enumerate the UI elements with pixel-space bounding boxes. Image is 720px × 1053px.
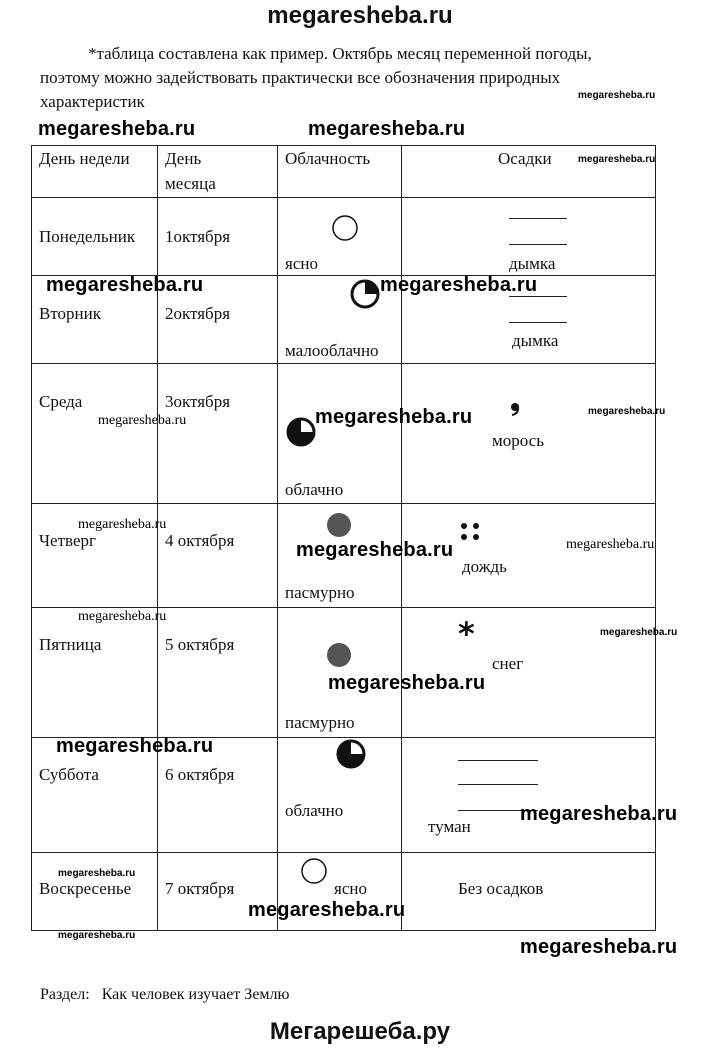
watermark: megaresheba.ru [296, 539, 454, 561]
table-row: Понедельник 1октября ясно дымка [32, 198, 656, 276]
clear-sky-icon [331, 214, 359, 242]
clear-sky-icon [300, 857, 328, 885]
table-row: Пятница 5 октября пасмурно * снег [32, 608, 656, 738]
rain-icon [459, 521, 483, 543]
watermark: megaresheba.ru [520, 936, 678, 958]
watermark: megaresheba.ru [588, 406, 666, 417]
section-label: Раздел: [40, 986, 90, 1003]
header-cloud: Облачность [278, 146, 402, 198]
watermark: megaresheba.ru [78, 517, 167, 532]
watermark: megaresheba.ru [600, 627, 678, 638]
table-header-row [32, 146, 656, 198]
watermark: megaresheba.ru [578, 154, 656, 165]
watermark: megaresheba.ru [78, 609, 167, 624]
table-row: Среда 3октября облачно морось [32, 364, 656, 504]
intro-line-1: *таблица составлена как пример. Октябрь месяц переменной погоды, [88, 44, 592, 63]
watermark: megaresheba.ru [380, 274, 538, 296]
watermark: megaresheba.ru [328, 672, 486, 694]
cloudy-icon [285, 416, 317, 448]
site-title: megaresheba.ru [267, 2, 453, 29]
watermark: megaresheba.ru [308, 118, 466, 140]
watermark: megaresheba.ru [56, 735, 214, 757]
watermark: megaresheba.ru [58, 868, 136, 879]
header-date: День месяца [158, 146, 278, 198]
table-row: Воскресенье 7 октября ясно Без осадков [32, 853, 656, 931]
header-day: День недели [32, 146, 158, 198]
partly-cloudy-icon [349, 278, 381, 310]
table-row: Четверг 4 октября пасмурно дождь [32, 504, 656, 608]
watermark: megaresheba.ru [520, 803, 678, 825]
table-row: Суббота 6 октября облачно туман [32, 738, 656, 853]
intro-paragraph [40, 42, 692, 114]
cloudy-icon [335, 738, 367, 770]
watermark: megaresheba.ru [46, 274, 204, 296]
footer-brand: Мегарешеба.ру [269, 1018, 451, 1045]
table-row: Вторник 2октября малооблачно дымка [32, 276, 656, 364]
section-value: Как человек изучает Землю [101, 986, 290, 1003]
watermark: megaresheba.ru [98, 413, 187, 428]
intro-line-2: поэтому можно задействовать практически все обозначения природных [40, 68, 561, 87]
snow-icon: * [458, 615, 475, 653]
watermark: megaresheba.ru [38, 118, 196, 140]
watermark: megaresheba.ru [578, 90, 656, 101]
overcast-icon [326, 642, 352, 668]
drizzle-icon [508, 402, 522, 416]
watermark: megaresheba.ru [58, 930, 136, 941]
watermark: megaresheba.ru [315, 406, 473, 428]
header-precip: Осадки [402, 146, 656, 198]
watermark: megaresheba.ru [566, 537, 655, 552]
overcast-icon [326, 512, 352, 538]
watermark: megaresheba.ru [248, 899, 406, 921]
section-line [40, 986, 289, 1004]
intro-line-3: характеристик [40, 92, 145, 111]
